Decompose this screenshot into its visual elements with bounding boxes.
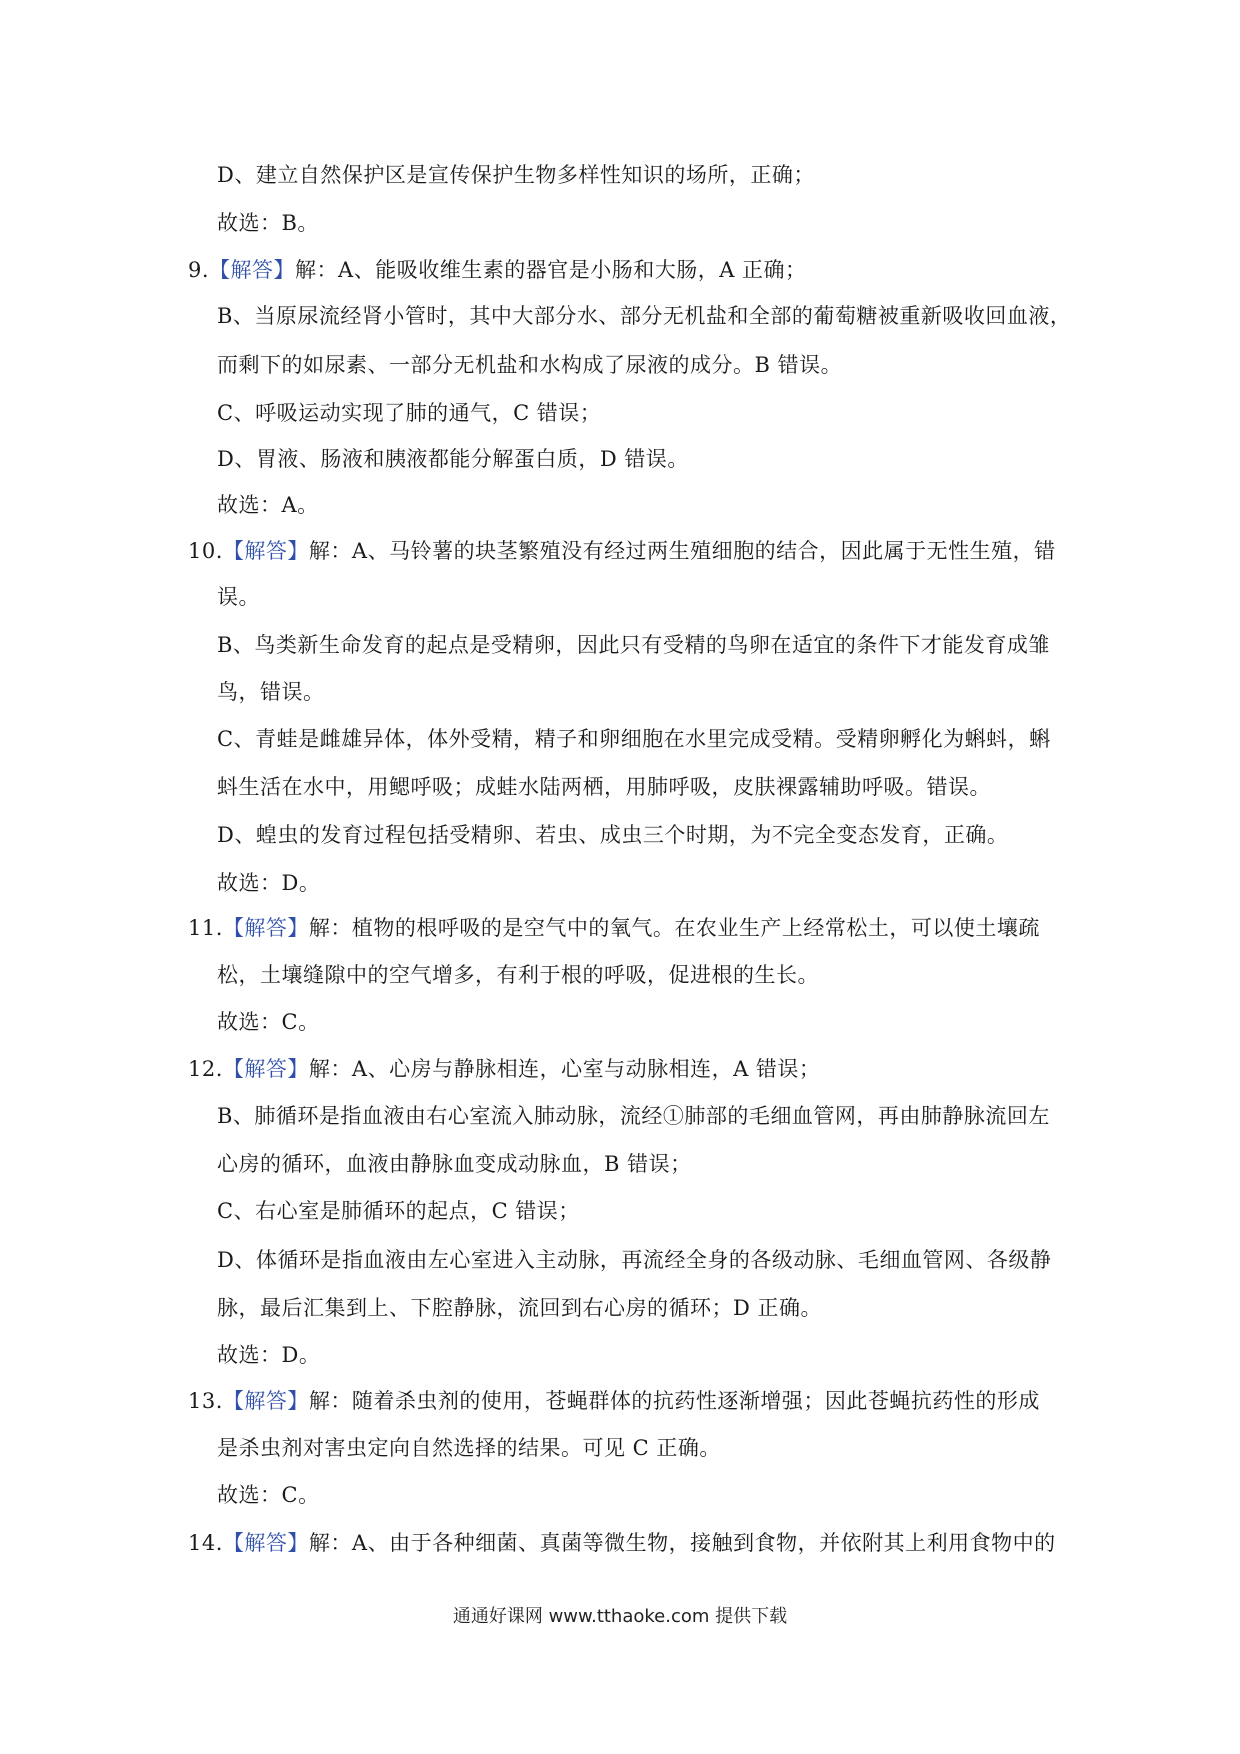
text-line: 故选：D。	[217, 1343, 321, 1367]
answer-line	[188, 1054, 820, 1084]
text-line: C、青蛙是雌雄异体，体外受精，精子和卵细胞在水里完成受精。受精卵孵化为蝌蚪，蝌	[217, 727, 1051, 751]
answer-line	[188, 913, 1040, 943]
question-number: 14.	[188, 1531, 223, 1555]
answer-text: 解：A、心房与静脉相连，心室与动脉相连，A 错误；	[308, 1057, 821, 1081]
text-line: D、蝗虫的发育过程包括受精卵、若虫、成虫三个时期，为不完全变态发育，正确。	[217, 823, 1009, 847]
text-line: 故选：B。	[217, 211, 319, 235]
text-line: 故选：D。	[217, 871, 321, 895]
answer-tag: 【解答】	[222, 916, 309, 940]
question-number: 12.	[188, 1057, 223, 1081]
text-line: 误。	[217, 585, 260, 609]
text-line: D、建立自然保护区是宣传保护生物多样性知识的场所，正确；	[217, 163, 815, 187]
text-line: C、右心室是肺循环的起点，C 错误；	[217, 1199, 580, 1223]
answer-text: 解：随着杀虫剂的使用，苍蝇群体的抗药性逐渐增强；因此苍蝇抗药性的形成	[308, 1389, 1040, 1413]
answer-tag: 【解答】	[222, 1389, 309, 1413]
text-line: C、呼吸运动实现了肺的通气，C 错误；	[217, 401, 602, 425]
question-number: 13.	[188, 1389, 223, 1413]
text-line: 故选：C。	[217, 1483, 320, 1507]
answer-text: 解：A、能吸收维生素的器官是小肠和大肠，A 正确；	[295, 258, 807, 282]
text-line: 而剩下的如尿素、一部分无机盐和水构成了尿液的成分。B 错误。	[217, 353, 843, 377]
question-number: 10.	[188, 539, 223, 563]
answer-line	[188, 255, 807, 285]
text-line: 脉，最后汇集到上、下腔静脉，流回到右心房的循环；D 正确。	[217, 1296, 823, 1320]
answer-line	[188, 1386, 1040, 1416]
question-number: 9.	[188, 258, 210, 282]
answer-text: 解：植物的根呼吸的是空气中的氧气。在农业生产上经常松土，可以使土壤疏	[308, 916, 1040, 940]
text-line: D、体循环是指血液由左心室进入主动脉，再流经全身的各级动脉、毛细血管网、各级静	[217, 1248, 1052, 1272]
answer-tag: 【解答】	[222, 1531, 309, 1555]
answer-tag: 【解答】	[209, 258, 296, 282]
text-line: 故选：C。	[217, 1010, 320, 1034]
text-line: B、肺循环是指血液由右心室流入肺动脉，流经①肺部的毛细血管网，再由肺静脉流回左	[217, 1104, 1050, 1128]
answer-tag: 【解答】	[222, 1057, 309, 1081]
text-line: 蚪生活在水中，用鳃呼吸；成蛙水陆两栖，用肺呼吸，皮肤裸露辅助呼吸。错误。	[217, 775, 991, 799]
text-line: B、鸟类新生命发育的起点是受精卵，因此只有受精的鸟卵在适宜的条件下才能发育成雏	[217, 633, 1050, 657]
text-line: 心房的循环，血液由静脉血变成动脉血，B 错误；	[217, 1152, 692, 1176]
text-line: D、胃液、肠液和胰液都能分解蛋白质，D 错误。	[217, 447, 689, 471]
page-footer: 通通好课网 www.tthaoke.com 提供下载	[452, 1606, 788, 1627]
answer-line	[188, 1528, 1056, 1558]
text-line: 鸟，错误。	[217, 680, 325, 704]
answer-text: 解：A、由于各种细菌、真菌等微生物，接触到食物，并依附其上利用食物中的	[308, 1531, 1056, 1555]
answer-tag: 【解答】	[222, 539, 309, 563]
text-line: 故选：A。	[217, 493, 319, 517]
text-line: B、当原尿流经肾小管时，其中大部分水、部分无机盐和全部的葡萄糖被重新吸收回血液，	[217, 304, 1072, 328]
text-line: 松，土壤缝隙中的空气增多，有利于根的呼吸，促进根的生长。	[217, 963, 819, 987]
answer-text: 解：A、马铃薯的块茎繁殖没有经过两生殖细胞的结合，因此属于无性生殖，错	[308, 539, 1056, 563]
answer-line	[188, 536, 1056, 566]
text-line: 是杀虫剂对害虫定向自然选择的结果。可见 C 正确。	[217, 1436, 721, 1460]
question-number: 11.	[188, 916, 223, 940]
